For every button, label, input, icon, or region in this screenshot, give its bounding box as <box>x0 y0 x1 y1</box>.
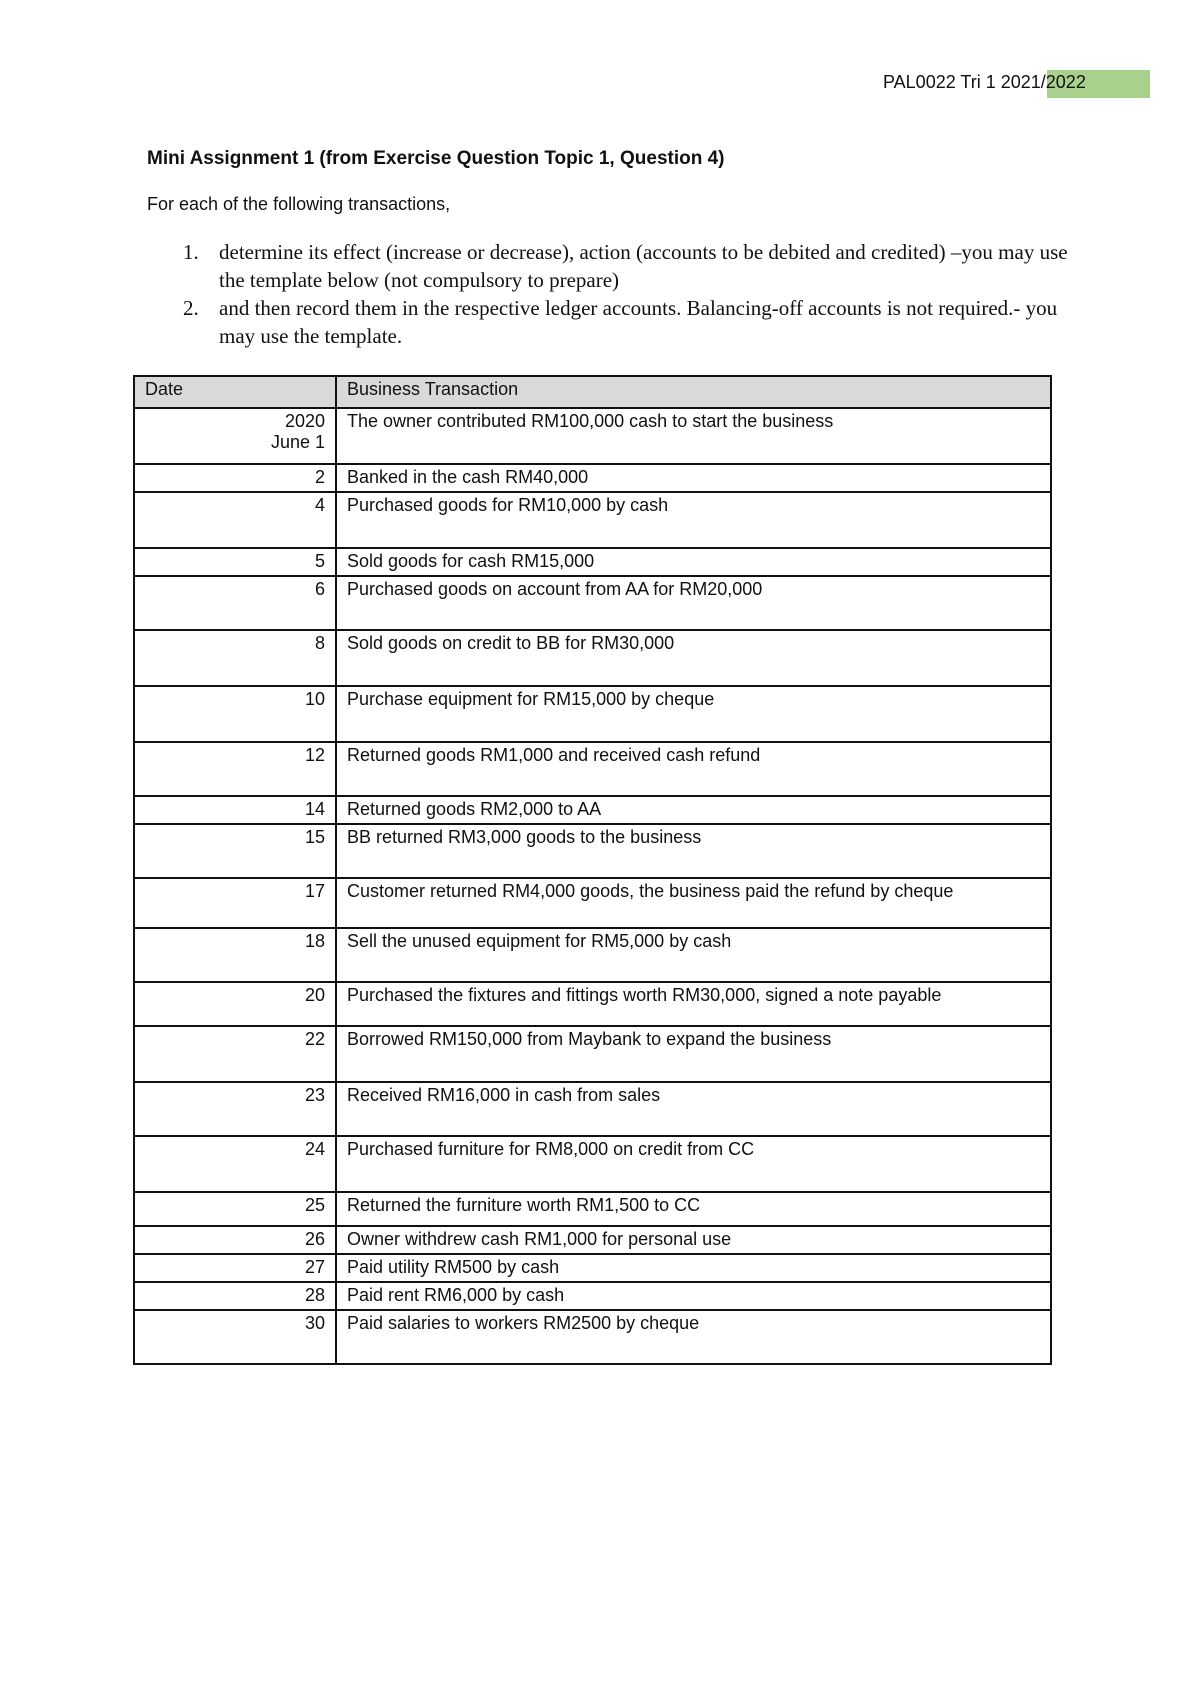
row-date: 5 <box>134 548 336 576</box>
row-transaction: Borrowed RM150,000 from Maybank to expand the business <box>336 1026 1051 1082</box>
table-row <box>134 878 1051 928</box>
row-transaction: Returned goods RM1,000 and received cash refund <box>336 742 1051 796</box>
table-row <box>134 464 1051 492</box>
row-date: 12 <box>134 742 336 796</box>
instruction-item <box>147 238 1087 294</box>
table-row <box>134 1136 1051 1192</box>
row-date: 24 <box>134 1136 336 1192</box>
table-row <box>134 1082 1051 1136</box>
table-row <box>134 928 1051 982</box>
header-transaction: Business Transaction <box>336 376 1051 408</box>
table-row <box>134 1226 1051 1254</box>
course-code-prefix: PAL0022 Tri 1 2021 <box>883 72 1041 92</box>
row-date-day: June 1 <box>270 432 325 452</box>
row-transaction: Purchased goods for RM10,000 by cash <box>336 492 1051 548</box>
instruction-text: and then record them in the respective ledger accounts. Balancing-off accounts is not required.- you may use the template. <box>219 296 1058 348</box>
row-transaction: Purchased furniture for RM8,000 on credit from CC <box>336 1136 1051 1192</box>
instruction-number: 2. <box>183 296 199 320</box>
row-date <box>134 408 336 464</box>
table-row <box>134 1310 1051 1364</box>
table-row <box>134 492 1051 548</box>
table-row <box>134 824 1051 878</box>
intro-text: For each of the following transactions, <box>147 194 451 214</box>
instruction-text: determine its effect (increase or decrease), action (accounts to be debited and credited) –you may use the template below (not compulsory to prepare) <box>219 240 1068 292</box>
row-transaction: Sold goods for cash RM15,000 <box>336 548 1051 576</box>
row-transaction: Purchase equipment for RM15,000 by cheque <box>336 686 1051 742</box>
row-transaction: BB returned RM3,000 goods to the business <box>336 824 1051 878</box>
row-date: 30 <box>134 1310 336 1364</box>
row-date: 27 <box>134 1254 336 1282</box>
table-row <box>134 686 1051 742</box>
course-code-suffix: /2022 <box>1040 72 1086 92</box>
row-date: 18 <box>134 928 336 982</box>
row-transaction: Banked in the cash RM40,000 <box>336 464 1051 492</box>
row-date: 25 <box>134 1192 336 1226</box>
row-transaction: Customer returned RM4,000 goods, the business paid the refund by cheque <box>336 878 1051 928</box>
row-date: 8 <box>134 630 336 686</box>
table-row <box>134 742 1051 796</box>
table-row <box>134 796 1051 824</box>
course-code <box>883 72 1086 93</box>
row-transaction: Sell the unused equipment for RM5,000 by cash <box>336 928 1051 982</box>
instruction-item <box>147 294 1087 350</box>
row-transaction: Purchased goods on account from AA for RM20,000 <box>336 576 1051 630</box>
instruction-list <box>147 238 1087 350</box>
table-header-row <box>134 376 1051 408</box>
row-date: 26 <box>134 1226 336 1254</box>
assignment-title: Mini Assignment 1 (from Exercise Question Topic 1, Question 4) <box>147 148 725 169</box>
table-row <box>134 548 1051 576</box>
row-date: 4 <box>134 492 336 548</box>
table-row <box>134 630 1051 686</box>
row-transaction: Purchased the fixtures and fittings worth RM30,000, signed a note payable <box>336 982 1051 1026</box>
row-transaction: Returned goods RM2,000 to AA <box>336 796 1051 824</box>
row-transaction: Received RM16,000 in cash from sales <box>336 1082 1051 1136</box>
row-date: 10 <box>134 686 336 742</box>
row-transaction: Paid rent RM6,000 by cash <box>336 1282 1051 1310</box>
row-transaction: Owner withdrew cash RM1,000 for personal use <box>336 1226 1051 1254</box>
table-row <box>134 1282 1051 1310</box>
row-date: 14 <box>134 796 336 824</box>
row-date: 6 <box>134 576 336 630</box>
row-date: 22 <box>134 1026 336 1082</box>
row-transaction: Sold goods on credit to BB for RM30,000 <box>336 630 1051 686</box>
instruction-number: 1. <box>183 240 199 264</box>
table-row <box>134 1192 1051 1226</box>
row-date: 28 <box>134 1282 336 1310</box>
table-row <box>134 1026 1051 1082</box>
row-date: 23 <box>134 1082 336 1136</box>
row-transaction: Returned the furniture worth RM1,500 to CC <box>336 1192 1051 1226</box>
transactions-table <box>133 375 1052 1365</box>
row-date: 17 <box>134 878 336 928</box>
row-date: 20 <box>134 982 336 1026</box>
header-date: Date <box>134 376 336 408</box>
row-date: 15 <box>134 824 336 878</box>
row-date: 2 <box>134 464 336 492</box>
row-transaction: The owner contributed RM100,000 cash to start the business <box>336 408 1051 464</box>
row-date-year: 2020 <box>284 411 325 431</box>
table-row <box>134 576 1051 630</box>
table-row <box>134 1254 1051 1282</box>
row-transaction: Paid utility RM500 by cash <box>336 1254 1051 1282</box>
table-row <box>134 408 1051 464</box>
row-transaction: Paid salaries to workers RM2500 by cheque <box>336 1310 1051 1364</box>
table-row <box>134 982 1051 1026</box>
